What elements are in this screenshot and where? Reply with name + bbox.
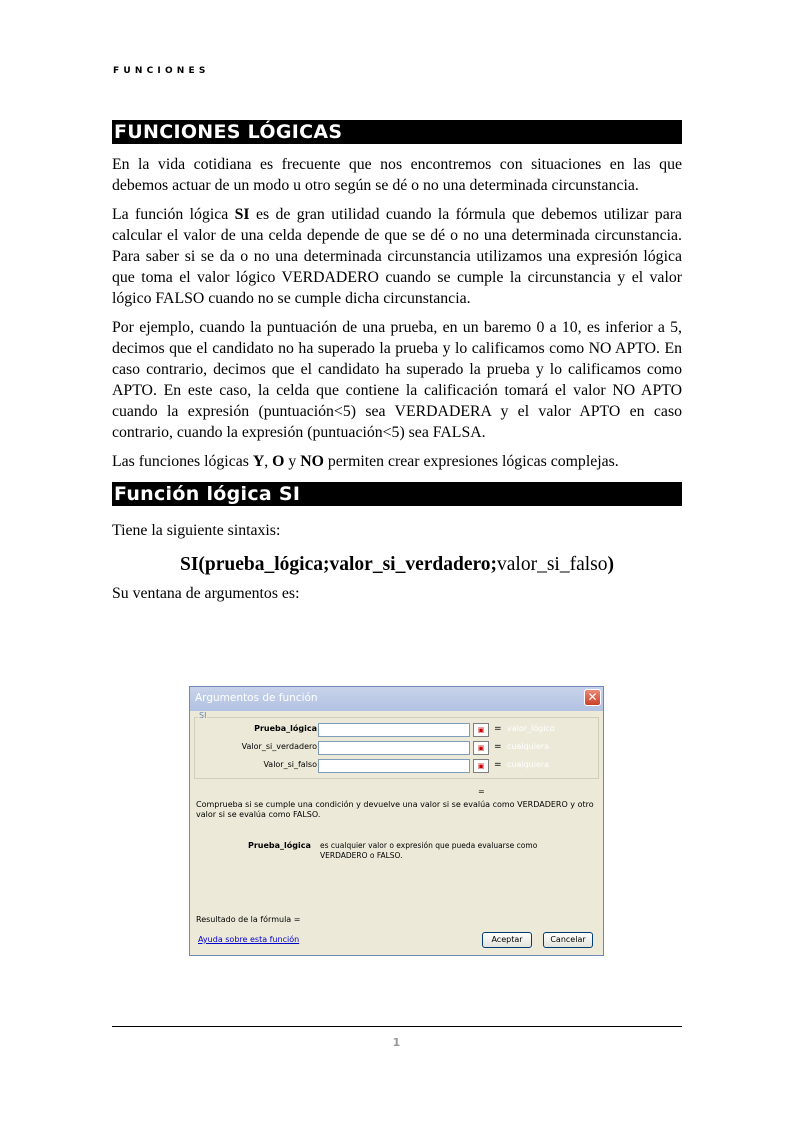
bold-o: O (272, 453, 285, 470)
equals-sign: = (494, 760, 502, 770)
paragraph-syntax-intro: Tiene la siguiente sintaxis: (112, 522, 281, 539)
arg-label: Prueba_lógica (254, 724, 317, 733)
paragraph-example: Por ejemplo, cuando la puntuación de una prueba, en un baremo 0 a 10, es inferior a 5, decimos que el candidato no ha superado la prueba y lo calificamos como NO APTO. En caso contrario, decimos que el candidato ha superado la prueba y lo calificamos como APTO. En este caso, la celda que contiene la calificación tomará el valor NO APTO cuando la expresión (puntuación<5) sea VERDADERA y el valor APTO en caso contrario, cuando la expresión (puntuación<5) sea FALSA. (112, 319, 682, 441)
syntax-normal-part: valor_si_falso (497, 554, 608, 575)
section-heading-funcion-si: Función lógica SI (112, 482, 682, 506)
page-content (112, 120, 682, 612)
paragraph-window-intro: Su ventana de argumentos es: (112, 585, 300, 602)
equals-sign: = (494, 724, 502, 734)
valor-si-falso-input[interactable] (318, 759, 470, 773)
cancel-button[interactable]: Cancelar (543, 932, 593, 948)
arg-label: Valor_si_falso (263, 760, 317, 769)
paragraph-intro: En la vida cotidiana es frecuente que nos encontremos con situaciones en las que debemos actuar de un modo u otro según se dé o no una determinada circunstancia. (112, 156, 682, 194)
dialog-titlebar[interactable] (190, 687, 603, 711)
arg-row-prueba-logica (195, 723, 600, 737)
footer-rule (112, 1026, 682, 1027)
arg-result-hint: cualquiera (507, 760, 550, 769)
syntax-formula (112, 553, 682, 577)
function-description: Comprueba si se cumple una condición y devuelve una valor si se evalúa como VERDADERO y otro valor si se evalúa como FALSO. (196, 800, 594, 819)
section-heading-funciones-logicas: FUNCIONES LÓGICAS (112, 120, 682, 144)
text-run: es de gran utilidad cuando la fórmula que debemos utilizar para calcular el valor de una celda depende de que se dé o no una determinada circunstancia. Para saber si se da o no una determinada circunstancia utilizamos una expresión lógica que toma el valor lógico VERDADERO cuando se cumple la circunstancia y el valor lógico FALSO cuando no se cumple dicha circunstancia. (112, 206, 682, 307)
bold-no: NO (300, 453, 324, 470)
paragraph-logical-functions (112, 451, 682, 472)
function-result-equals: = (478, 787, 485, 796)
selected-arg-name: Prueba_lógica (248, 841, 311, 850)
prueba-logica-input[interactable] (318, 723, 470, 737)
text-run: permiten crear expresiones lógicas complejas. (323, 453, 619, 470)
text-run: , (264, 453, 273, 470)
syntax-close-paren: ) (607, 554, 615, 575)
arg-row-valor-si-falso (195, 759, 600, 773)
group-label: SI (199, 711, 207, 720)
arg-result-hint: cualquiera (507, 742, 550, 751)
text-run: Las funciones lógicas (112, 453, 253, 470)
collapse-dialog-icon[interactable]: ▣ (473, 759, 489, 773)
arguments-group (194, 711, 599, 779)
running-header: FUNCIONES (113, 66, 210, 76)
close-icon[interactable]: ✕ (584, 689, 601, 706)
paragraph-si-function (112, 204, 682, 309)
equals-sign: = (494, 742, 502, 752)
arg-row-valor-si-verdadero (195, 741, 600, 755)
text-run: La función lógica (112, 206, 235, 223)
syntax-bold-part: SI(prueba_lógica;valor_si_verdadero; (179, 554, 498, 575)
valor-si-verdadero-input[interactable] (318, 741, 470, 755)
collapse-dialog-icon[interactable]: ▣ (473, 741, 489, 755)
help-link[interactable]: Ayuda sobre esta función (198, 935, 300, 944)
page-number: 1 (392, 1036, 401, 1049)
collapse-dialog-icon[interactable]: ▣ (473, 723, 489, 737)
function-arguments-dialog (189, 686, 604, 956)
bold-y: Y (252, 453, 265, 470)
bold-si: SI (234, 206, 250, 223)
formula-result-label: Resultado de la fórmula = (196, 915, 301, 924)
arg-label: Valor_si_verdadero (241, 742, 317, 751)
dialog-title: Argumentos de función (195, 692, 318, 704)
accept-button[interactable]: Aceptar (482, 932, 532, 948)
selected-arg-description: es cualquier valor o expresión que pueda evaluarse como VERDADERO o FALSO. (320, 841, 538, 860)
arg-result-hint: valor_lógico (507, 724, 555, 733)
text-run: y (284, 453, 301, 470)
